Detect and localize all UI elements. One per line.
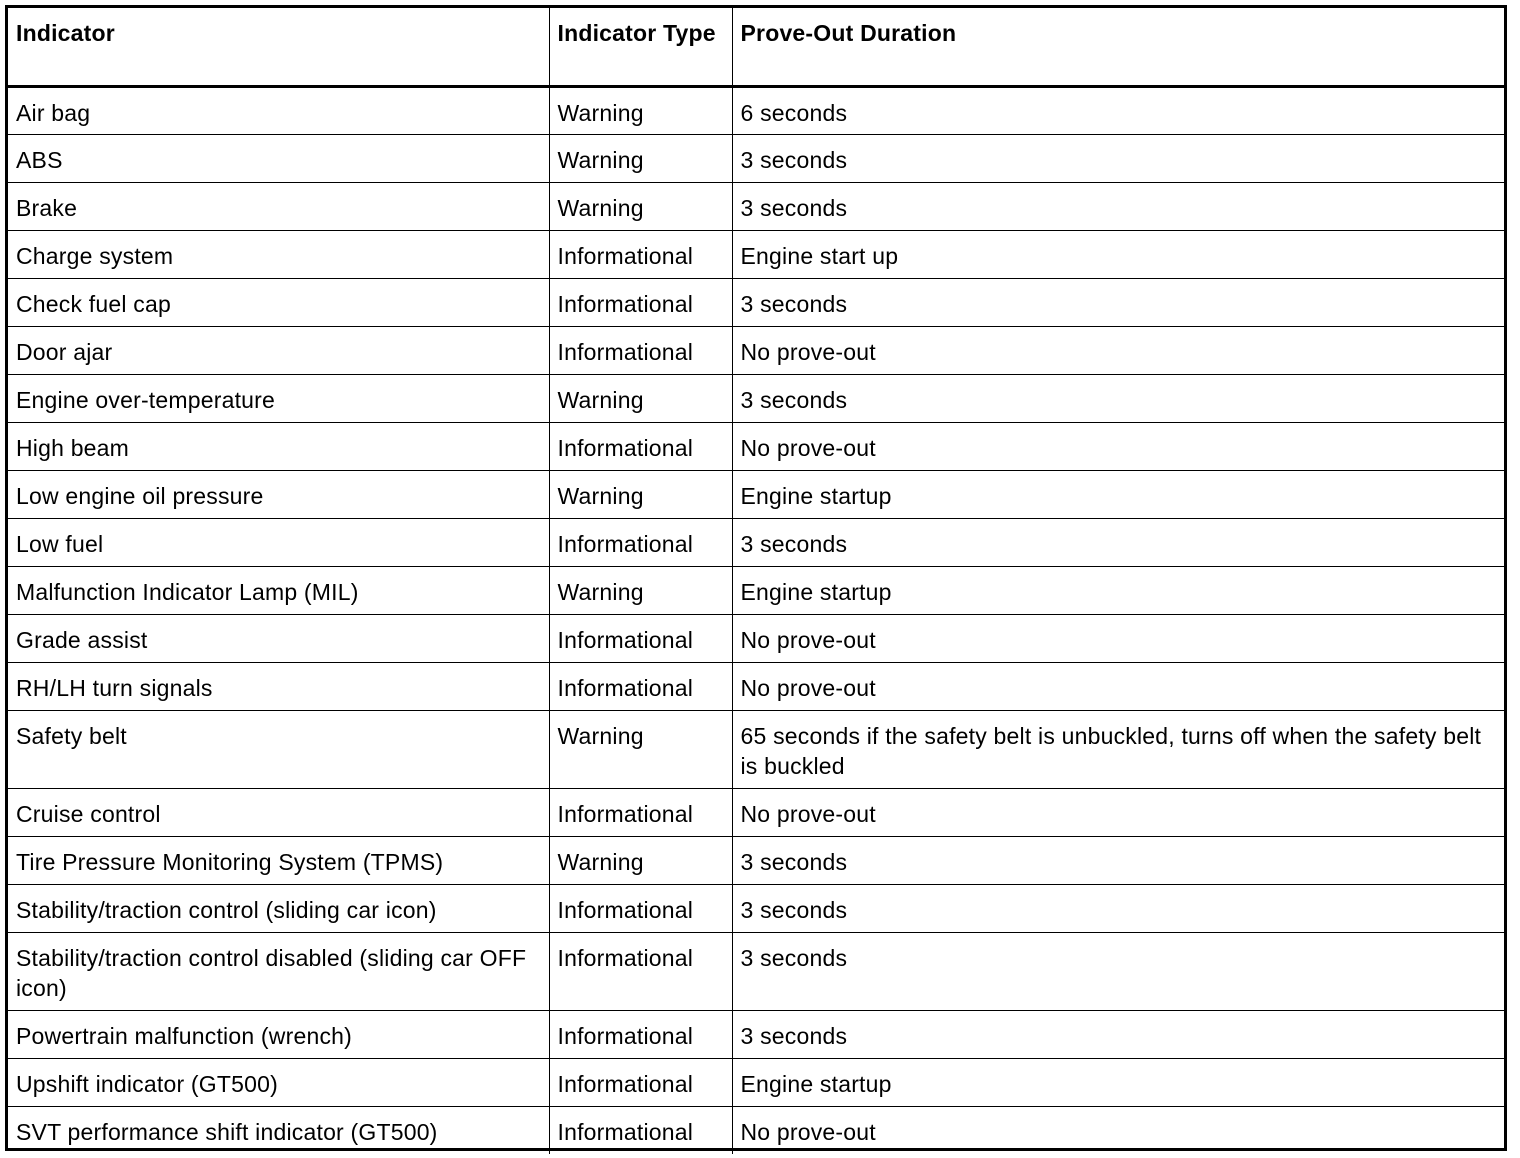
table-row (8, 374, 1504, 422)
table-row (8, 710, 1504, 788)
column-header-indicator: Indicator (8, 8, 549, 86)
cell-prove-out-duration: 65 seconds if the safety belt is unbuckled, turns off when the safety belt is buckled (732, 710, 1504, 788)
table-row (8, 86, 1504, 134)
cell-prove-out-duration: No prove-out (732, 614, 1504, 662)
table-row (8, 470, 1504, 518)
cell-indicator-type: Informational (549, 932, 732, 1010)
table-body (8, 86, 1504, 1154)
cell-indicator: Door ajar (8, 326, 549, 374)
cell-indicator: High beam (8, 422, 549, 470)
cell-indicator: Brake (8, 182, 549, 230)
table-row (8, 518, 1504, 566)
cell-prove-out-duration: 6 seconds (732, 86, 1504, 134)
cell-indicator-type: Warning (549, 470, 732, 518)
cell-prove-out-duration: 3 seconds (732, 932, 1504, 1010)
cell-prove-out-duration: 3 seconds (732, 278, 1504, 326)
cell-prove-out-duration: Engine startup (732, 1058, 1504, 1106)
cell-indicator-type: Informational (549, 518, 732, 566)
cell-prove-out-duration: Engine startup (732, 566, 1504, 614)
cell-prove-out-duration: 3 seconds (732, 884, 1504, 932)
cell-indicator-type: Warning (549, 182, 732, 230)
table-row (8, 1010, 1504, 1058)
cell-indicator-type: Warning (549, 836, 732, 884)
cell-prove-out-duration: 3 seconds (732, 518, 1504, 566)
cell-indicator-type: Warning (549, 134, 732, 182)
cell-indicator-type: Informational (549, 788, 732, 836)
table-row (8, 182, 1504, 230)
table-row (8, 134, 1504, 182)
table-row (8, 422, 1504, 470)
table-row (8, 836, 1504, 884)
cell-prove-out-duration: No prove-out (732, 326, 1504, 374)
cell-indicator: Low engine oil pressure (8, 470, 549, 518)
cell-indicator: Air bag (8, 86, 549, 134)
cell-indicator: Low fuel (8, 518, 549, 566)
cell-indicator: Malfunction Indicator Lamp (MIL) (8, 566, 549, 614)
cell-prove-out-duration: 3 seconds (732, 182, 1504, 230)
cell-indicator-type: Informational (549, 614, 732, 662)
cell-indicator-type: Informational (549, 422, 732, 470)
cell-indicator: Engine over-temperature (8, 374, 549, 422)
cell-indicator: Safety belt (8, 710, 549, 788)
cell-indicator: Tire Pressure Monitoring System (TPMS) (8, 836, 549, 884)
table-row (8, 662, 1504, 710)
cell-indicator: Powertrain malfunction (wrench) (8, 1010, 549, 1058)
table-row (8, 788, 1504, 836)
cell-indicator-type: Warning (549, 374, 732, 422)
cell-prove-out-duration: 3 seconds (732, 374, 1504, 422)
cell-indicator-type: Informational (549, 278, 732, 326)
cell-indicator-type: Warning (549, 710, 732, 788)
cell-indicator-type: Warning (549, 86, 732, 134)
cell-prove-out-duration: 3 seconds (732, 1010, 1504, 1058)
cell-prove-out-duration: No prove-out (732, 662, 1504, 710)
table-row (8, 326, 1504, 374)
cell-prove-out-duration: 3 seconds (732, 134, 1504, 182)
column-header-prove-out-duration: Prove-Out Duration (732, 8, 1504, 86)
cell-prove-out-duration: 3 seconds (732, 836, 1504, 884)
cell-indicator-type: Informational (549, 1058, 732, 1106)
cell-indicator-type: Informational (549, 884, 732, 932)
table-row (8, 884, 1504, 932)
table-row (8, 278, 1504, 326)
cell-indicator: Upshift indicator (GT500) (8, 1058, 549, 1106)
indicator-table (8, 8, 1504, 1154)
cell-indicator: Cruise control (8, 788, 549, 836)
table-row (8, 1058, 1504, 1106)
cell-indicator: Stability/traction control (sliding car icon) (8, 884, 549, 932)
cell-indicator-type: Informational (549, 662, 732, 710)
table-row (8, 932, 1504, 1010)
column-header-indicator-type: Indicator Type (549, 8, 732, 86)
cell-indicator: Stability/traction control disabled (sliding car OFF icon) (8, 932, 549, 1010)
cell-indicator-type: Informational (549, 230, 732, 278)
table-row (8, 614, 1504, 662)
cell-indicator: RH/LH turn signals (8, 662, 549, 710)
cell-prove-out-duration: Engine start up (732, 230, 1504, 278)
cell-indicator-type: Informational (549, 1106, 732, 1154)
cell-indicator: Charge system (8, 230, 549, 278)
cell-indicator: Grade assist (8, 614, 549, 662)
table-row (8, 566, 1504, 614)
table-row (8, 230, 1504, 278)
cell-indicator: SVT performance shift indicator (GT500) (8, 1106, 549, 1154)
cell-indicator-type: Warning (549, 566, 732, 614)
cell-indicator: Check fuel cap (8, 278, 549, 326)
cell-prove-out-duration: No prove-out (732, 422, 1504, 470)
cell-indicator: ABS (8, 134, 549, 182)
cell-prove-out-duration: No prove-out (732, 1106, 1504, 1154)
table-row (8, 1106, 1504, 1154)
cell-indicator-type: Informational (549, 1010, 732, 1058)
indicator-table-container (5, 5, 1507, 1151)
table-header-row (8, 8, 1504, 86)
cell-prove-out-duration: Engine startup (732, 470, 1504, 518)
cell-indicator-type: Informational (549, 326, 732, 374)
cell-prove-out-duration: No prove-out (732, 788, 1504, 836)
